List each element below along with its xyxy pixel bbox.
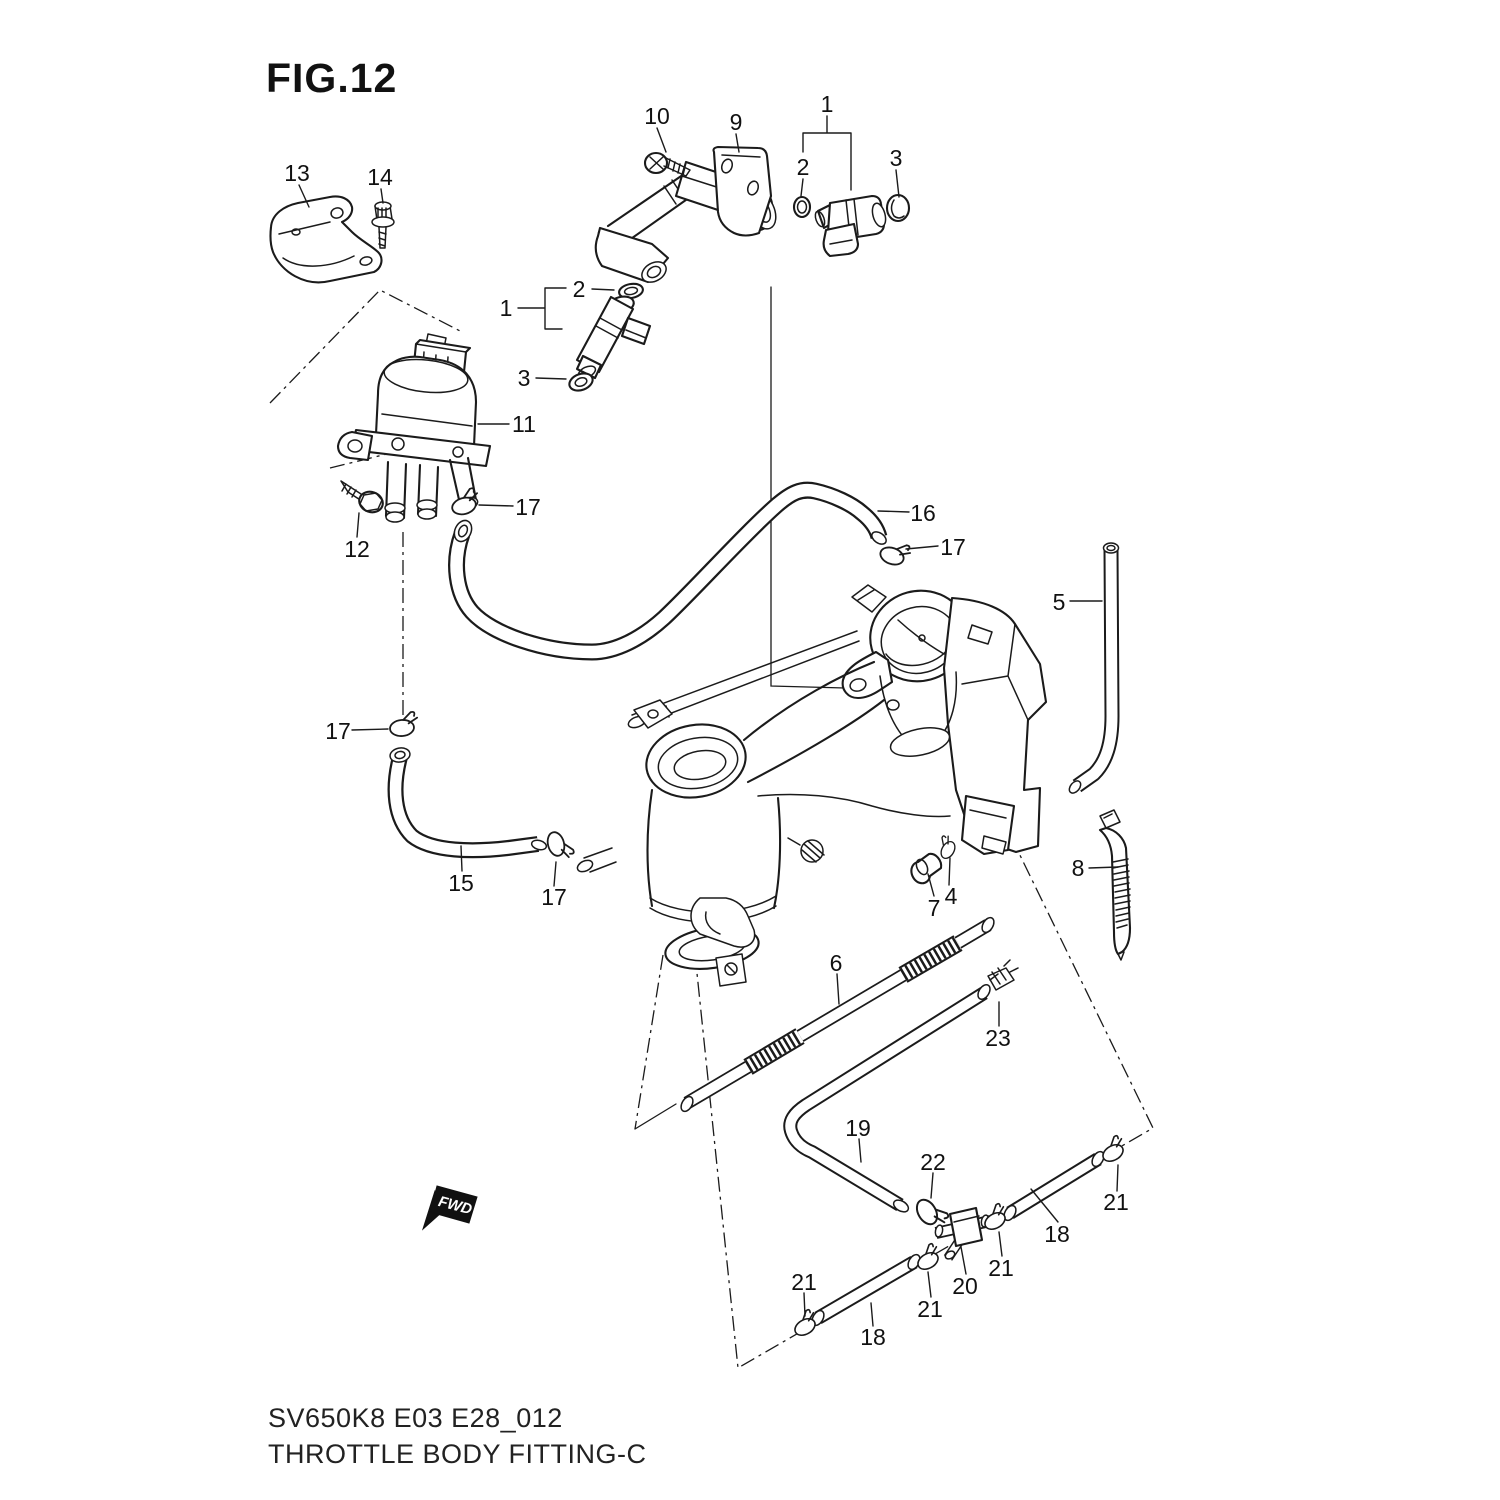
callout-15: 15 [448, 870, 474, 896]
bracket-13 [270, 196, 381, 282]
hose-18-lower [810, 1253, 923, 1328]
callout-1-top: 1 [820, 91, 834, 117]
fuel-injector-1-top [814, 196, 888, 256]
o-ring-2-top [794, 197, 810, 217]
callout-19: 19 [845, 1115, 871, 1141]
callout-17-c: 17 [325, 718, 351, 744]
callout-12: 12 [344, 536, 370, 562]
callout-13: 13 [284, 160, 310, 186]
hose-18-upper [1002, 1150, 1107, 1223]
callout-16: 16 [910, 500, 936, 526]
callout-6: 6 [829, 950, 843, 976]
callout-2-top: 2 [796, 154, 810, 180]
callout-18-b: 18 [860, 1324, 886, 1350]
callout-3-left: 3 [517, 365, 531, 391]
figure-number: FIG.12 [266, 55, 398, 101]
pipe-bracket-9 [714, 147, 772, 236]
model-code: SV650K8 E03 E28_012 [268, 1403, 563, 1433]
cushion-3-top [887, 195, 909, 221]
callout-4: 4 [944, 883, 958, 909]
callout-23: 23 [985, 1025, 1011, 1051]
bolt-14 [372, 202, 394, 248]
hose-15 [389, 746, 547, 851]
callout-21-d: 21 [791, 1269, 817, 1295]
hose-5 [1067, 543, 1118, 795]
callout-10: 10 [644, 103, 670, 129]
cap-7 [911, 854, 941, 883]
clamp-17-hose15-top [389, 711, 419, 737]
footer [268, 1400, 647, 1472]
callout-17-a: 17 [515, 494, 541, 520]
callout-20: 20 [952, 1273, 978, 1299]
strap-8 [1100, 810, 1130, 960]
callout-22: 22 [920, 1149, 946, 1175]
figure-name: THROTTLE BODY FITTING-C [268, 1439, 647, 1469]
callout-17-b: 17 [940, 534, 966, 560]
bolt-12 [341, 481, 386, 516]
callout-2-left: 2 [572, 276, 586, 302]
callout-1-left: 1 [499, 295, 513, 321]
callout-21-c: 21 [917, 1296, 943, 1322]
callout-5: 5 [1052, 589, 1066, 615]
callout-18-a: 18 [1044, 1221, 1070, 1247]
clamp-23 [988, 960, 1018, 990]
fwd-label: FWD [436, 1193, 474, 1219]
callout-8: 8 [1071, 855, 1085, 881]
callout-11: 11 [512, 411, 536, 437]
screw-10 [645, 153, 690, 176]
fwd-arrow-icon [423, 1186, 477, 1229]
callout-21-a: 21 [1103, 1189, 1129, 1215]
callout-9: 9 [729, 109, 743, 135]
callout-14: 14 [367, 164, 393, 190]
callout-17-d: 17 [541, 884, 567, 910]
callout-21-b: 21 [988, 1255, 1014, 1281]
fuel-injector-2-left [577, 294, 650, 380]
clamp-17-hose15-end [545, 828, 575, 861]
callout-3-top: 3 [889, 145, 903, 171]
callout-7: 7 [927, 895, 941, 921]
